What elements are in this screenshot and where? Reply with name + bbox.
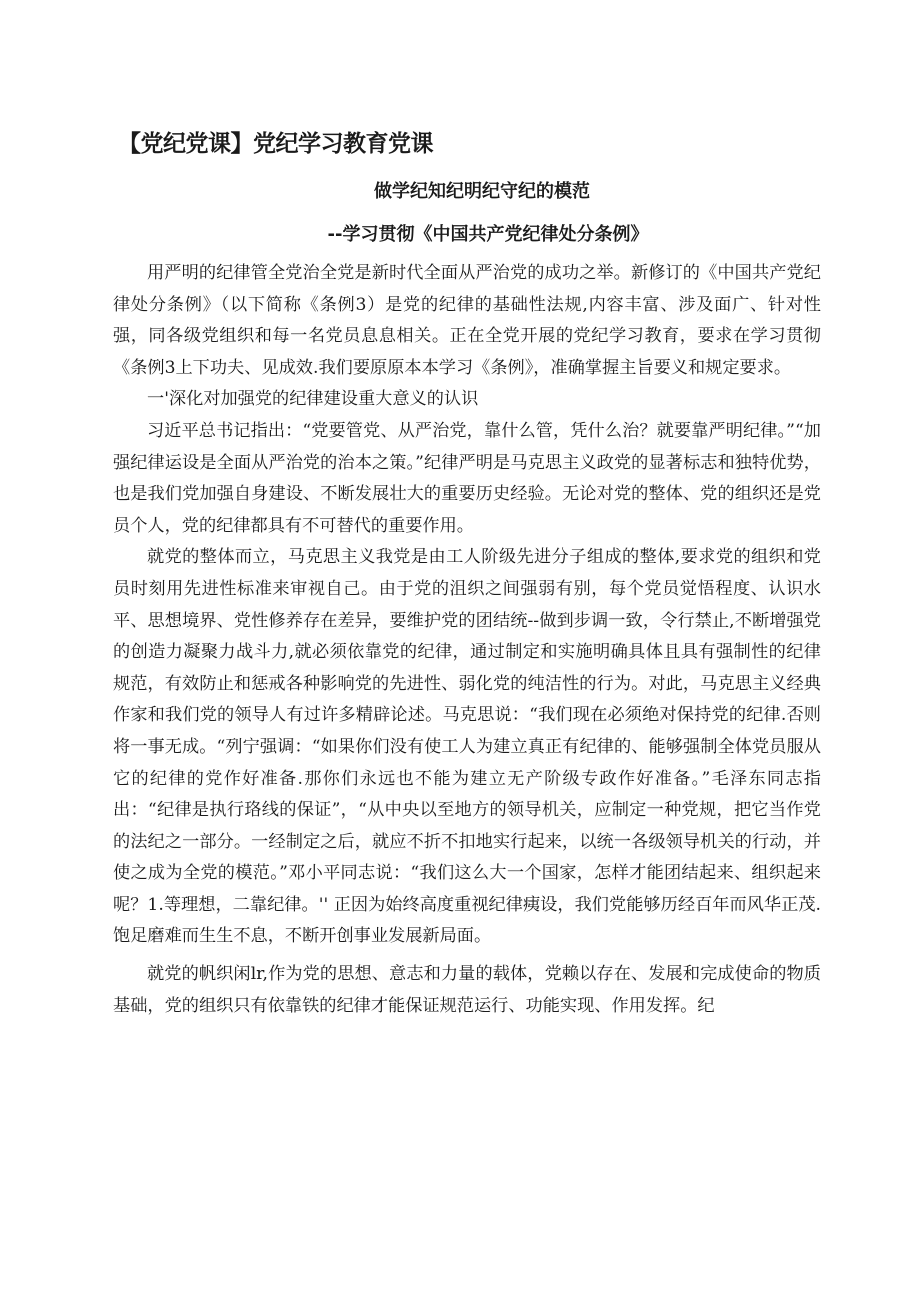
section-heading-1: 一'深化对加强党的纪律建设重大意义的认识 xyxy=(147,389,479,410)
paragraph-quote: 习近平总书记指出：“党要管党、从严治党，靠什么管，凭什么治？就要靠严明纪律。”“加强纪律运设是全面从严治党的治本之策。”纪律严明是马克思主义政党的显著标志和独特优势，也是我们党加强自身建设、不断发展壮大的重要历史经验。无论对党的整体、党的组织还是党员个人，党的纪律都具有不可替代的重要作用。 xyxy=(113,420,821,536)
document-subtitle: --学习贯彻《中国共产党纪律处分条例》 xyxy=(327,224,649,245)
document-heading: 【党纪党课】党纪学习教育党课 xyxy=(118,131,433,157)
paragraph-party-organization: 就党的帆织闲lr,作为党的思想、意志和力量的载体，党赖以存在、发展和完成使命的物质基础，党的组织只有依靠铁的纪律才能保证规范运行、功能实现、作用发挥。纪 xyxy=(113,964,821,1016)
paragraph-intro: 用严明的纪律管全党治全党是新时代全面从严治党的成功之举。新修订的《中国共产党纪律处分条例》（以下简称《条例3）是党的纪律的基础性法规,内容丰富、涉及面广、针对性强，同各级党组织和每一名党员息息相关。正在全党开展的党纪学习教育，要求在学习贯彻《条例3上下功夫、见成效.我们要原原本本学习《条例》，准确掌握主旨要义和规定要求。 xyxy=(113,263,821,378)
document-body xyxy=(113,258,821,1022)
paragraph-party-whole: 就党的整体而立，马克思主义我党是由工人阶级先进分子组成的整体,要求党的组织和党员时刻用先进性标准来审视自己。由于党的沮织之间强弱有别，每个党员觉悟程度、认识水平、思想境界、党性修养存在差异，要维护党的团结统--做到步调一致，令行禁止,不断增强党的创造力凝聚力战斗力,就必须依靠党的纪律，通过制定和实施明确具体且具有强制性的纪律规范，有效防止和惩戒各种影响党的先进性、弱化党的纯洁性的行为。对此，马克思主义经典作家和我们党的领导人有过许多精辟论述。马克思说：“我们现在必须绝对保持党的纪律.否则将一事无成。“列宁强调：“如果你们没有使工人为建立真正有纪律的、能够强制全体党员服从它的纪律的党作好准备.那你们永远也不能为建立无产阶级专政作好准备。”毛泽东同志指出：“纪律是执行珞线的保证”，“从中央以至地方的领导机关，应制定一种党规，把它当作党的法纪之一部分。一经制定之后，就应不折不扣地实行起来，以统一各级领导机关的行动，并使之成为全党的模范。”邓小平同志说：“我们这么大一个国家，怎样才能团结起来、组织起来呢？1.等理想，二靠纪律。'' 正因为始终高度重视纪律痍设，我们党能够历经百年而风华正茂.饱足磨难而生生不息，不断开创事业发展新局面。 xyxy=(113,547,821,947)
document-title: 做学纪知纪明纪守纪的模范 xyxy=(374,181,590,202)
